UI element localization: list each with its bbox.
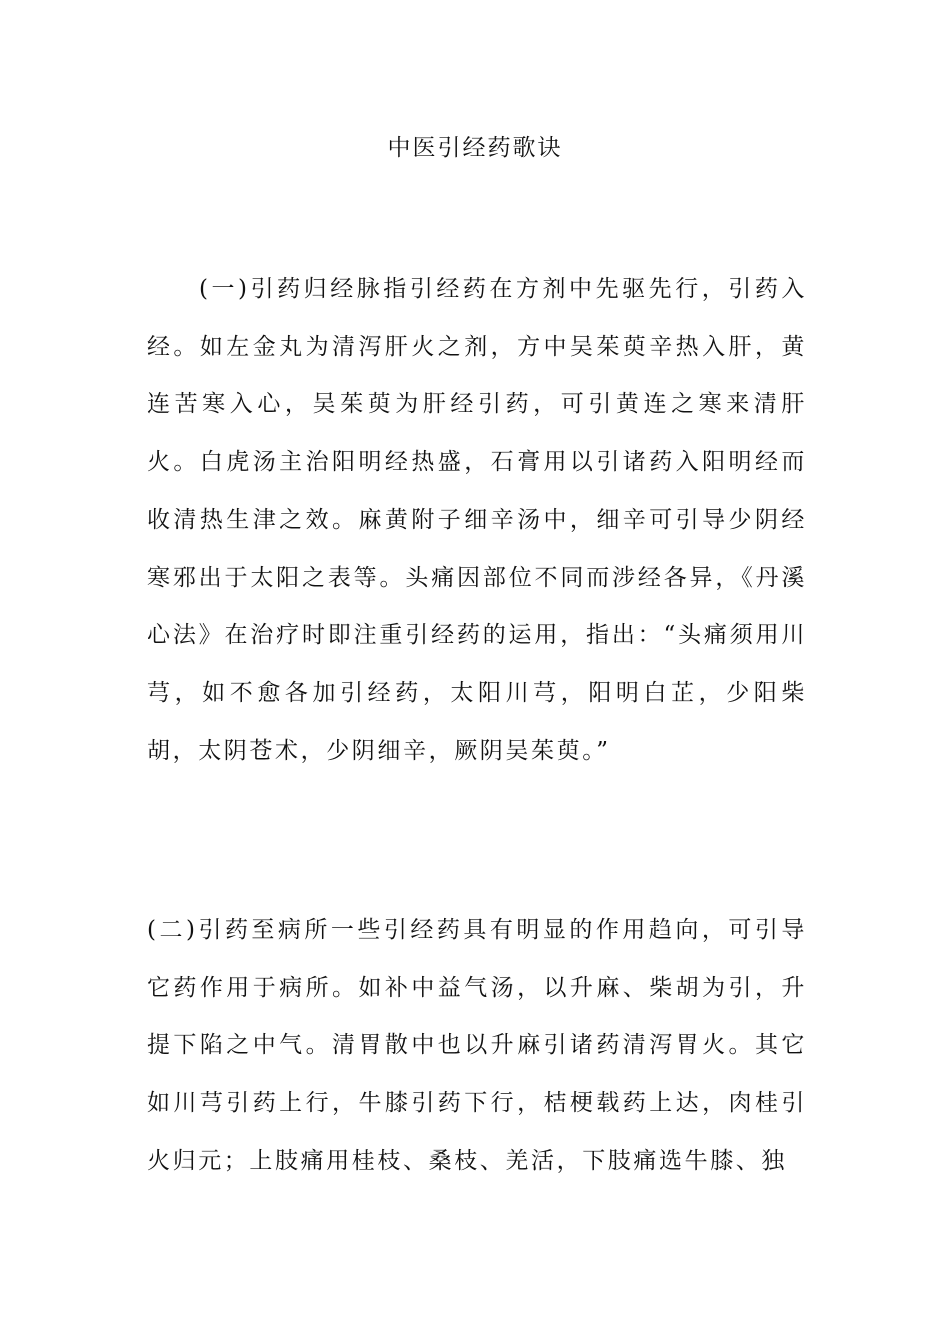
paragraph-1: (一)引药归经脉指引经药在方剂中先驱先行，引药入经。如左金丸为清泻肝火之剂，方中吴茱萸辛热入肝，黄连苦寒入心，吴茱萸为肝经引药，可引黄连之寒来清肝火。白虎汤主治阳明经热盛，石膏用以引诸药入阳明经而收清热生津之效。麻黄附子细辛汤中，细辛可引导少阴经寒邪出于太阳之表等。头痛因部位不同而涉经各异，《丹溪心法》在治疗时即注重引经药的运用，指出：“头痛须用川芎，如不愈各加引经药，太阳川芎，阳明白芷，少阳柴胡，太阴苍术，少阴细辛，厥阴吴茱萸。”	[147, 276, 807, 764]
paragraph-2: (二)引药至病所一些引经药具有明显的作用趋向，可引导它药作用于病所。如补中益气汤，以升麻、柴胡为引，升提下陷之中气。清胃散中也以升麻引诸药清泻胃火。其它如川芎引药上行，牛膝引药下行，桔梗载药上达，肉桂引火归元；上肢痛用桂枝、桑枝、羌活，下肢痛选牛膝、独	[147, 917, 807, 1174]
document-title: 中医引经药歌诀	[387, 135, 563, 161]
